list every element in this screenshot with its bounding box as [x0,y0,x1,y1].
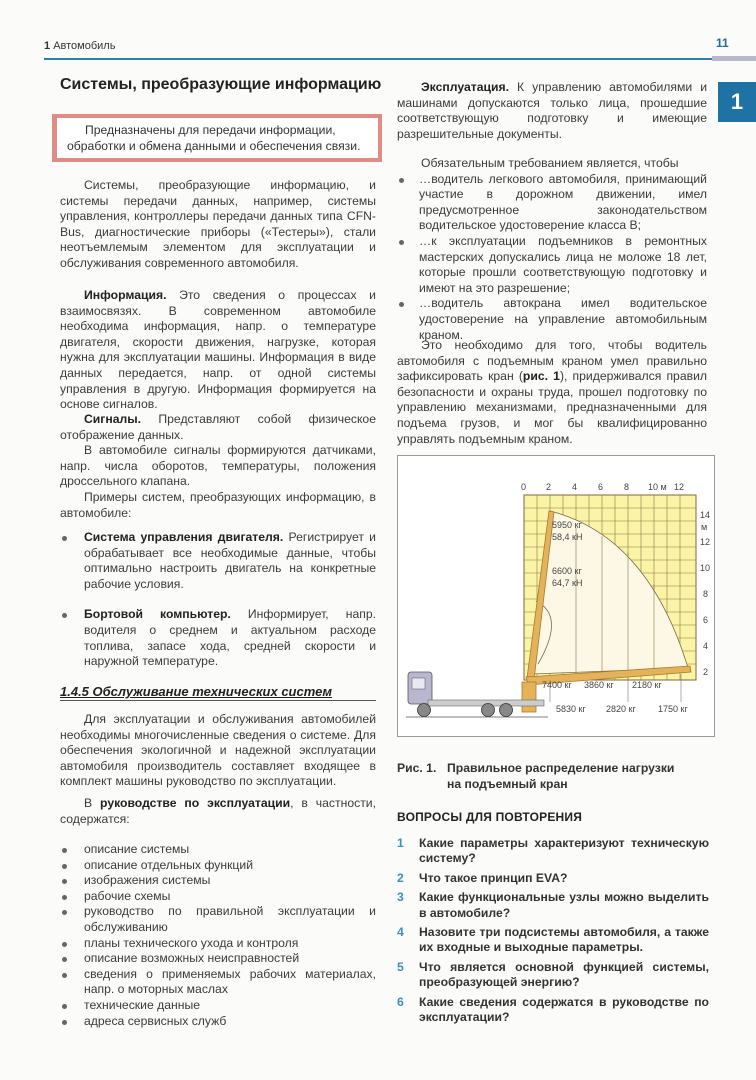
term-information: Информация. [84,288,167,302]
svg-text:7400 кг: 7400 кг [542,680,572,690]
examples-list [60,530,376,670]
crane-load-diagram [397,455,715,737]
list-item: …водитель легкового автомобиля, принимающий участие в дорожном движении, имел предусмотренное законодательством водительское удостоверение класса B; [397,172,707,234]
question-item: 4 Назовите три подсистемы автомобиля, а также их входные и выходные параметры. [397,925,709,955]
list-item: описание отдельных функций [60,858,376,874]
svg-text:м: м [701,522,708,532]
section-title: Системы, преобразующие информацию [60,76,382,93]
chapter-tab[interactable]: 1 [718,82,756,122]
question-item: 2 Что такое принцип EVA? [397,870,568,885]
question-item: 1 Какие параметры характеризуют техническую систему? [397,836,709,866]
running-header [44,40,115,52]
review-questions-list [397,836,709,1029]
svg-text:6: 6 [703,615,709,625]
svg-text:4: 4 [572,482,578,492]
svg-text:8: 8 [703,589,709,599]
chapter-number: 1 [44,40,51,52]
information-paragraph: Информация. Это сведения о процессах и взаимосвязях. В современном автомобиле необходима информация, напр. о температуре двигателя, скорости движения, нагрузке, которая нужна для эксплуатации машины. Информация в виде данных передается, напр. от одной системы управления в другую. Информация формируется на основе сигналов. [60,288,376,412]
list-item: изображения системы [60,873,376,889]
manual-intro: В руководстве по эксплуатации, в частности, содержатся: [60,796,376,826]
svg-text:64,7 кН: 64,7 кН [552,578,583,588]
chapter-title: Автомобиль [53,40,116,52]
section-heading: 1.4.5 Обслуживание технических систем [60,684,376,701]
svg-text:10: 10 [700,563,711,573]
signals-block: Сигналы. Представляют собой физическое отображение данных. В автомобиле сигналы формируются датчиками, напр. числа оборотов, температуры, положения дроссельного клапана. Примеры систем, преобразующих информацию, в автомобиле: [60,412,376,520]
list-item: Бортовой компьютер. Информирует, напр. водителя о среднем и актуальном расходе топлива, запасе хода, средней скорости и наружной температуре. [60,607,376,669]
list-item: …к эксплуатации подъемников в ремонтных мастерских допускались лица не моложе 18 лет, которые прошли соответствующую подготовку и имеют на это разрешение; [397,234,707,296]
svg-text:5950 кг: 5950 кг [552,520,582,530]
svg-text:12: 12 [700,537,711,547]
manual-contents-list [60,842,376,1029]
svg-text:2: 2 [703,667,709,677]
requirements-block: Обязательным требованием является, чтобы …водитель легкового автомобиля, принимающий участие в дорожном движении, имел предусмотренное законодательством водительское удостоверение класса B; …к эксплуатации подъемников в ремонтных мастерских допускались лица не моложе 18 лет, которые прошли соответствующую подготовку и имеют на это разрешение; …водитель автокрана имел водительское удостоверение на управление автомобильным краном. [397,156,707,343]
term-signals: Сигналы. [84,412,142,426]
list-item: …водитель автокрана имел водительское удостоверение на управление автомобильным краном. [397,296,707,343]
page-number: 11 [716,36,729,50]
svg-text:2820 кг: 2820 кг [606,704,636,714]
definition-box: Предназначены для передачи информации, обработки и обмена данными и обеспечения связи. [52,114,382,162]
svg-text:2: 2 [546,482,552,492]
question-item: 3 Какие функциональные узлы можно выделить в автомобиле? [397,890,709,920]
svg-text:58,4 кН: 58,4 кН [552,532,583,542]
svg-text:8: 8 [624,482,630,492]
list-item: рабочие схемы [60,889,376,905]
svg-text:14: 14 [700,510,711,520]
svg-text:4: 4 [703,641,709,651]
list-item: описание системы [60,842,376,858]
svg-text:2180 кг: 2180 кг [632,680,662,690]
list-item: Система управления двигателя. Регистрирует и обрабатывает все необходимые данные, чтобы оптимально настроить двигатель на конкретные рабочие условия. [60,530,376,592]
question-item: 5 Что является основной функцией системы, преобразующей энергию? [397,959,709,990]
svg-text:0: 0 [521,482,527,492]
question-item: 6 Какие сведения содержатся в руководстве по эксплуатации? [397,994,709,1025]
header-rule-accent [712,56,756,61]
svg-text:12: 12 [674,482,685,492]
list-item: описание возможных неисправностей [60,951,376,967]
header-rule [44,58,712,60]
maintenance-paragraph: Для эксплуатации и обслуживания автомобилей необходимы многочисленные сведения о системе. Для обеспечения экологичной и надежной эксплуатации автомобиля производитель составляет входящее в комплект машины руководство по эксплуатации. [60,712,376,789]
term-operation: Эксплуатация. [421,80,509,94]
svg-text:10 м: 10 м [648,482,667,492]
svg-text:6: 6 [598,482,604,492]
figure-reference-link[interactable]: рис. 1 [522,369,560,384]
review-questions-title: ВОПРОСЫ ДЛЯ ПОВТОРЕНИЯ [397,810,583,824]
list-item: сведения о применяемых рабочих материалах, напр. о моторных маслах [60,967,376,998]
list-item: адреса сервисных служб [60,1014,376,1030]
crane-diagram-svg [398,456,716,738]
crane-paragraph: Это необходимо для того, чтобы водитель автомобиля с подъемным краном умел правильно зафиксировать кран (рис. 1), придерживался правил безопасности и охраны труда, прошел подготовку по управлению механизмами, предназначенными для подъема грузов, и мог бы квалифицированно управлять подъемным краном. [397,338,707,446]
svg-text:3860 кг: 3860 кг [584,680,614,690]
svg-text:5830 кг: 5830 кг [556,704,586,714]
svg-text:1750 кг: 1750 кг [658,704,688,714]
list-item: планы технического ухода и контроля [60,936,376,952]
list-item: руководство по правильной эксплуатации и обслуживанию [60,904,376,935]
figure-caption: Рис. 1. Правильное распределение нагрузки на подъемный кран [397,761,675,791]
list-item: технические данные [60,998,376,1014]
svg-text:6600 кг: 6600 кг [552,566,582,576]
operation-paragraph: Эксплуатация. К управлению автомобилями и машинами допускаются только лица, прошедшие соответствующую подготовку и имеющие разрешительные документы. [397,80,707,141]
intro-paragraph: Системы, преобразующие информацию, и системы передачи данных, например, системы управления, контроллеры передачи данных типа CFN-Bus, диагностические приборы («Тестеры»), стали неотъемлемым элементом для эксплуатации и обслуживания современного автомобиля. [60,178,376,270]
